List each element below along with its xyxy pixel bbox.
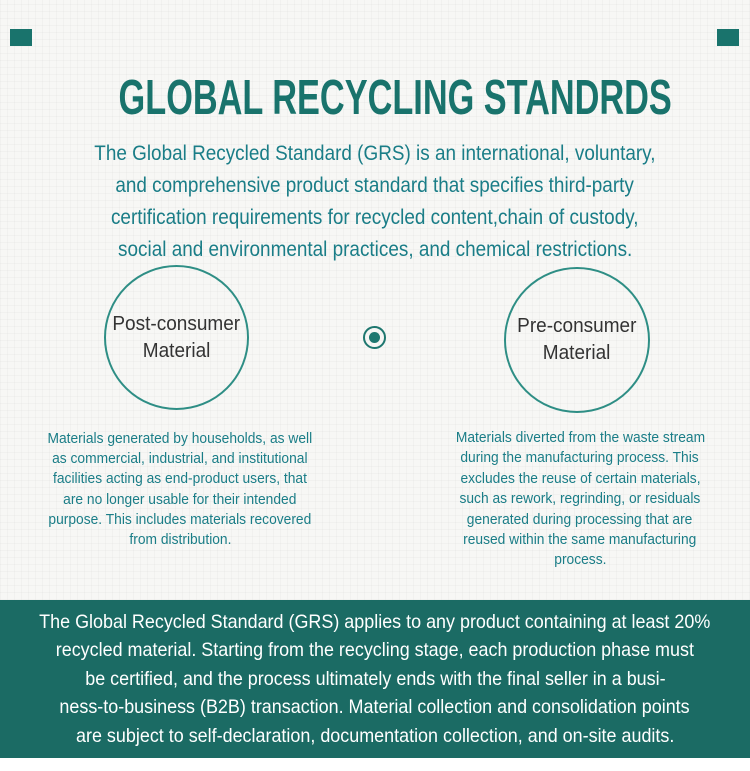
footer-banner [0, 600, 750, 758]
pre-consumer-description [418, 428, 742, 571]
intro-line: and comprehensive product standard that specifies third-party [115, 173, 635, 197]
header [0, 71, 750, 125]
description-line: such as rework, regrinding, or residuals [459, 490, 701, 508]
intro-line: The Global Recycled Standard (GRS) is an international, voluntary, [94, 141, 656, 165]
description-line: Materials diverted from the waste stream [455, 429, 705, 446]
banner-line: recycled material. Starting from the recycling stage, each production phase must [55, 639, 695, 662]
description-line: facilities acting as end-product users, that [53, 470, 307, 488]
description-line: are no longer usable for their intended [63, 490, 297, 508]
post-consumer-label: Material [142, 339, 211, 362]
pre-consumer-label: Pre-consumer [517, 315, 637, 337]
description-line: from distribution. [128, 531, 232, 549]
description-line: Materials generated by households, as well [47, 430, 313, 447]
intro-line: social and environmental practices, and chemical restrictions. [117, 237, 633, 261]
description-line: purpose. This includes materials recovered [48, 510, 312, 528]
description-line: generated during processing that are [467, 510, 693, 528]
corner-accent-right [717, 29, 739, 46]
page-title: GLOBAL RECYCLING STANDRDS [118, 71, 672, 125]
bullseye-dot-inner [369, 332, 380, 343]
description-line: excludes the reuse of certain materials, [459, 469, 701, 487]
banner-line: are subject to self-declaration, documentation collection, and on-site audits. [75, 724, 675, 747]
post-consumer-label: Post-consumer [112, 312, 241, 335]
corner-accent-left [10, 29, 32, 46]
banner-line: The Global Recycled Standard (GRS) applies to any product containing at least 20% [39, 610, 711, 633]
pre-consumer-circle [504, 267, 650, 413]
post-consumer-description [20, 429, 340, 550]
bullseye-dot-icon [363, 326, 386, 349]
intro-paragraph [0, 137, 750, 265]
post-consumer-circle [104, 265, 249, 410]
description-line: during the manufacturing process. This [460, 449, 700, 467]
description-line: process. [553, 551, 607, 569]
banner-line: be certified, and the process ultimately ends with the final seller in a busi- [84, 667, 666, 690]
banner-line: ness-to-business (B2B) transaction. Material collection and consolidation points [59, 696, 691, 719]
pre-consumer-label: Material [543, 342, 611, 364]
description-line: as commercial, industrial, and institutional [52, 450, 308, 468]
description-line: reused within the same manufacturing [463, 531, 697, 549]
intro-line: certification requirements for recycled content,chain of custody, [111, 205, 639, 229]
